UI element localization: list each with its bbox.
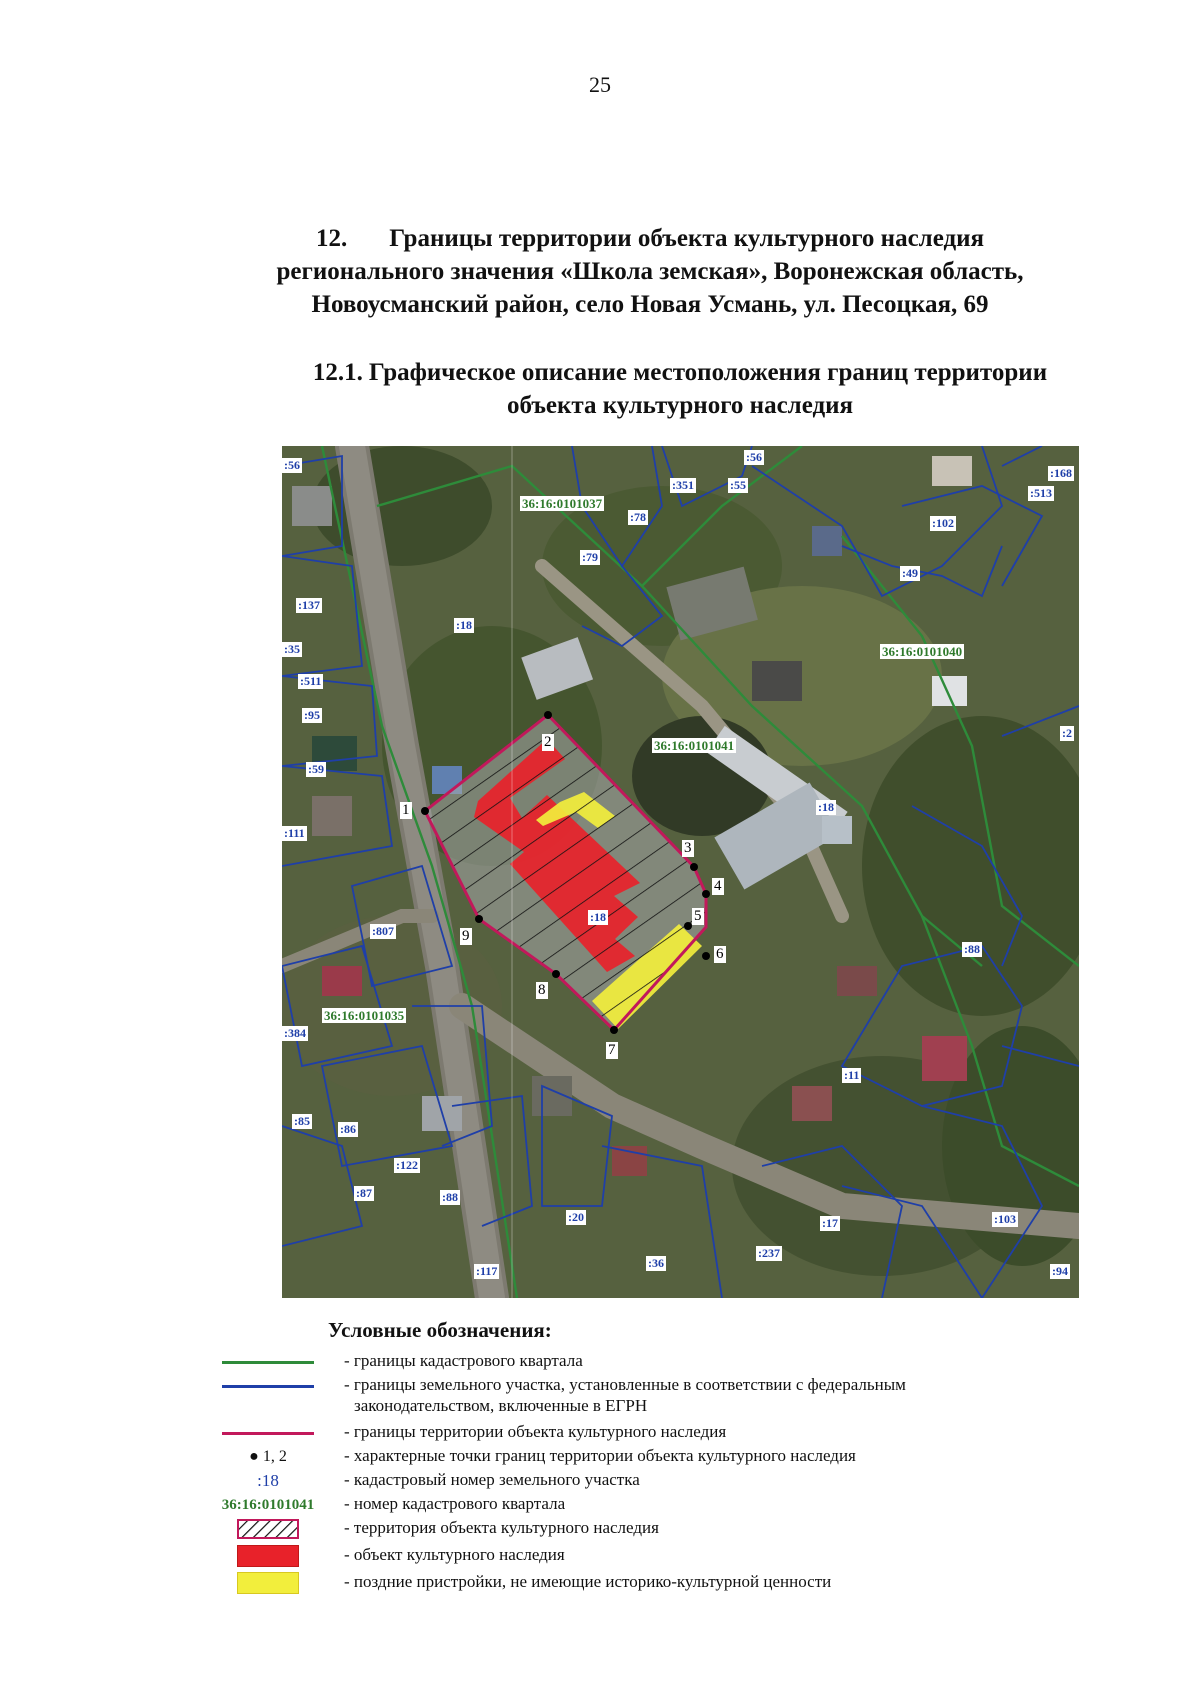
legend-item-parcel-number: [200, 1469, 1100, 1493]
parcel-label: :122: [396, 1158, 418, 1172]
boundary-point-7: [610, 1026, 618, 1034]
legend-text: - характерные точки границ территории объекта культурного наследия: [344, 1446, 856, 1465]
legend-symbol: 36:16:0101041: [221, 1496, 315, 1513]
legend-text-line1: - границы земельного участка, установленные в соответствии с федеральным: [344, 1375, 906, 1394]
quarter-label: 36:16:0101041: [654, 738, 735, 753]
legend-text: - номер кадастрового квартала: [344, 1494, 566, 1513]
section-title: [200, 222, 1100, 321]
subsection-title-line1: Графическое описание местоположения границ территории: [368, 359, 1048, 386]
point-label: 9: [462, 928, 470, 944]
legend-text-line2: законодательством, включенные в ЕГРН: [354, 1396, 648, 1415]
cadastral-map: [282, 446, 1079, 1298]
parcel-label: :117: [476, 1264, 498, 1278]
point-label: 1: [402, 802, 410, 818]
legend-symbol: [220, 1544, 316, 1568]
section-title-line3: Новоусманский район, село Новая Усмань, ул. Песоцкая, 69: [311, 291, 989, 318]
legend-symbol: [220, 1517, 316, 1541]
parcel-label: :511: [300, 674, 322, 688]
parcel-label: :95: [304, 708, 320, 722]
parcel-label: :18: [590, 910, 606, 924]
legend-text: - поздние пристройки, не имеющие историко-культурной ценности: [344, 1572, 832, 1591]
boundary-point-6: [702, 952, 710, 960]
point-label: 6: [716, 946, 724, 962]
parcel-label: :49: [902, 566, 918, 580]
parcel-label: :88: [964, 942, 980, 956]
page-number: 25: [589, 72, 611, 97]
parcel-label: :36: [648, 1256, 664, 1270]
boundary-point-3: [690, 863, 698, 871]
legend-item-heritage-boundary: [200, 1421, 1100, 1445]
hatch-swatch: [237, 1519, 299, 1539]
parcel-label: :59: [308, 762, 324, 776]
parcel-label: :103: [994, 1212, 1016, 1226]
legend-item-late-additions: [200, 1571, 1100, 1595]
parcel-label: :18: [456, 618, 472, 632]
subsection-title-line2: объекта культурного наследия: [506, 392, 854, 419]
boundary-point-9: [475, 915, 483, 923]
parcel-label: :237: [758, 1246, 780, 1260]
parcel-label: :102: [932, 516, 954, 530]
point-label: 4: [714, 878, 722, 894]
point-label: 2: [544, 734, 552, 750]
parcel-label: :56: [284, 458, 300, 472]
point-label: 3: [684, 840, 692, 856]
parcel-label: :85: [294, 1114, 310, 1128]
parcel-label: :20: [568, 1210, 584, 1224]
parcel-label: :11: [844, 1068, 860, 1082]
boundary-point-8: [552, 970, 560, 978]
legend-item-points: [200, 1445, 1100, 1469]
parcel-label: :17: [822, 1216, 838, 1230]
legend-symbol: [220, 1350, 316, 1374]
boundary-point-1: [421, 807, 429, 815]
legend-item-heritage-object: [200, 1544, 1100, 1568]
point-label: 5: [694, 908, 702, 924]
parcel-label: :351: [672, 478, 694, 492]
legend-title: Условные обозначения:: [328, 1318, 552, 1342]
point-label: 7: [608, 1042, 616, 1058]
parcel-label: :384: [284, 1026, 306, 1040]
subsection-title: [230, 356, 1130, 422]
section-number: 12.: [315, 225, 348, 252]
boundary-point-2: [544, 711, 552, 719]
parcel-label: :18: [818, 800, 834, 814]
parcel-label: :137: [298, 598, 320, 612]
quarter-label: 36:16:0101040: [882, 644, 963, 659]
parcel-label: :78: [630, 510, 646, 524]
legend-symbol: :18: [257, 1471, 279, 1490]
parcel-label: :168: [1050, 466, 1072, 480]
parcel-label: :807: [372, 924, 394, 938]
parcel-label: :111: [284, 826, 305, 840]
point-label: 8: [538, 982, 546, 998]
section-title-line2: регионального значения «Школа земская», Воронежская область,: [276, 258, 1024, 285]
legend-item-quarter-boundary: [200, 1350, 1100, 1374]
legend-symbol: [220, 1374, 316, 1398]
parcel-label: :55: [730, 478, 746, 492]
legend-symbol: [220, 1571, 316, 1595]
legend-text: - границы кадастрового квартала: [344, 1351, 583, 1370]
subsection-number: 12.1.: [312, 359, 363, 386]
legend-item-heritage-territory: [200, 1517, 1100, 1541]
legend-symbol: [220, 1421, 316, 1445]
legend-item-quarter-number: [200, 1493, 1100, 1517]
parcel-label: :513: [1030, 486, 1052, 500]
parcel-label: :87: [356, 1186, 372, 1200]
legend-symbol: ● 1, 2: [249, 1448, 287, 1465]
legend-text: - территория объекта культурного наследия: [344, 1518, 659, 1537]
legend-text: - объект культурного наследия: [344, 1545, 565, 1564]
boundary-point-5: [684, 922, 692, 930]
parcel-label: :86: [340, 1122, 356, 1136]
parcel-label: :35: [284, 642, 300, 656]
legend-text: - границы территории объекта культурного наследия: [344, 1422, 727, 1441]
section-title-line1: Границы территории объекта культурного наследия: [389, 225, 985, 252]
parcel-label: :88: [442, 1190, 458, 1204]
parcel-label: :94: [1052, 1264, 1068, 1278]
legend-item-parcel-boundary: [200, 1374, 1100, 1420]
legend-text: [344, 1374, 906, 1416]
parcel-label: :2: [1062, 726, 1072, 740]
parcel-label: :79: [582, 550, 598, 564]
legend-text: - кадастровый номер земельного участка: [344, 1470, 640, 1489]
parcel-label: :56: [746, 450, 762, 464]
boundary-point-4: [702, 890, 710, 898]
quarter-label: 36:16:0101035: [324, 1008, 405, 1023]
quarter-label: 36:16:0101037: [522, 496, 603, 511]
